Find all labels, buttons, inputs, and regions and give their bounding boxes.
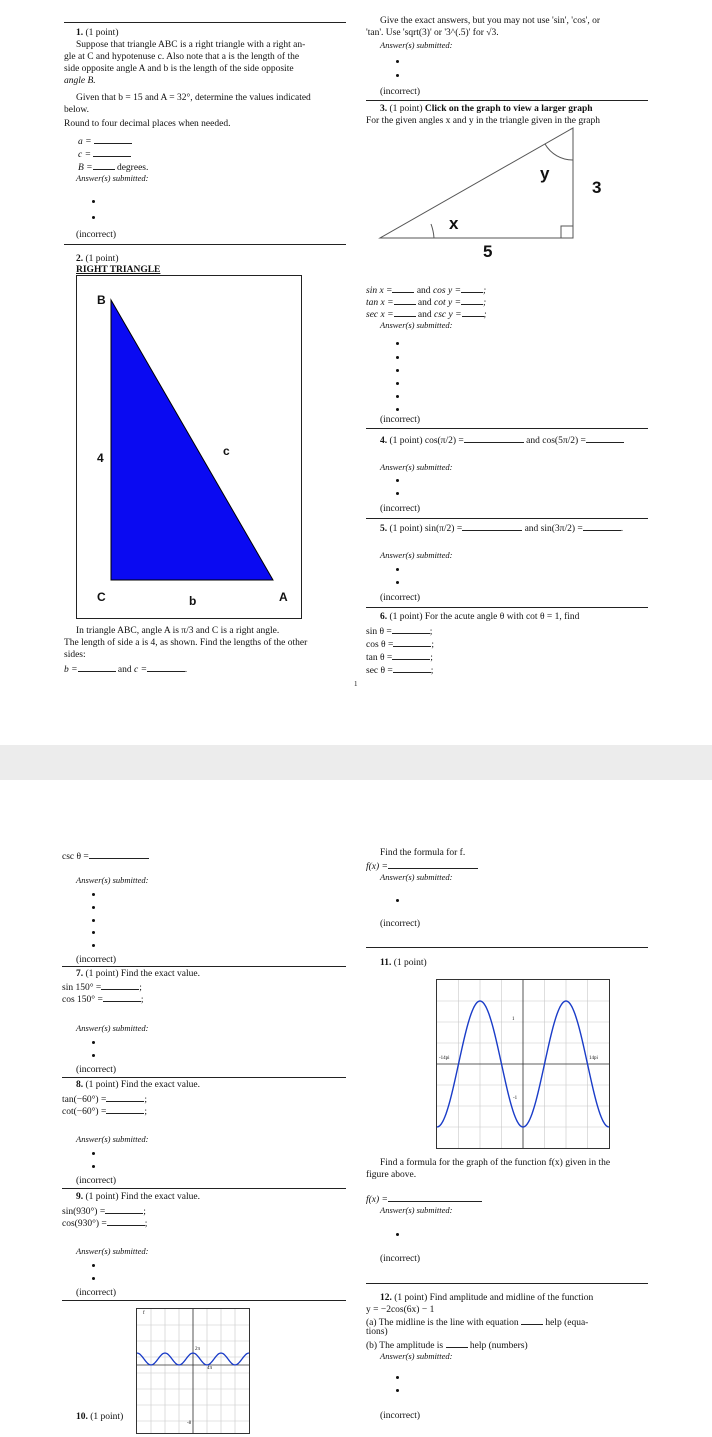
graph-axis-label: f bbox=[143, 1311, 145, 1316]
graph-tick-label: 14pi bbox=[589, 1056, 598, 1061]
status-incorrect: (incorrect) bbox=[76, 1176, 117, 1186]
vertex-label-A: A bbox=[279, 590, 288, 604]
q11-text: Find a formula for the graph of the function f(x) given in the bbox=[380, 1158, 611, 1168]
q10-formula-row: f(x) = bbox=[366, 860, 478, 873]
bullet bbox=[396, 408, 399, 411]
divider bbox=[62, 966, 346, 967]
q2-heading: RIGHT TRIANGLE bbox=[76, 265, 161, 275]
status-incorrect: (incorrect) bbox=[76, 955, 117, 965]
q2-text: The length of side a is 4, as shown. Find the lengths of the other bbox=[64, 638, 308, 648]
angle-label-x: x bbox=[449, 214, 459, 233]
divider bbox=[366, 428, 648, 429]
bullet bbox=[396, 1376, 399, 1379]
right-triangle-graphic bbox=[77, 276, 301, 618]
q1-given: Given that b = 15 and A = 32°, determine the values indicated bbox=[76, 93, 311, 103]
answer-blank[interactable] bbox=[106, 1093, 144, 1102]
answer-blank[interactable] bbox=[107, 1217, 145, 1226]
bullet bbox=[92, 1054, 95, 1057]
bullet bbox=[92, 216, 95, 219]
answer-blank[interactable] bbox=[394, 296, 416, 305]
q6-row: tan θ = ; bbox=[366, 653, 433, 663]
divider bbox=[366, 947, 648, 948]
answer-blank[interactable] bbox=[462, 308, 484, 317]
status-incorrect: (incorrect) bbox=[380, 504, 421, 514]
answers-submitted-label: Answer(s) submitted: bbox=[76, 1134, 149, 1144]
q1-B-row: B = degrees. bbox=[78, 163, 149, 173]
bullet bbox=[92, 1277, 95, 1280]
q11-header: 11. (1 point) bbox=[380, 958, 427, 968]
q1-text-line: side opposite angle A and b is the length of the side opposite bbox=[64, 64, 294, 74]
bullet bbox=[92, 1264, 95, 1267]
side-label-c: c bbox=[223, 444, 230, 458]
bullet bbox=[92, 893, 95, 896]
bullet bbox=[92, 919, 95, 922]
bullet bbox=[396, 492, 399, 495]
q2-header: 2. (1 point) bbox=[76, 254, 119, 264]
bullet bbox=[92, 906, 95, 909]
answer-blank[interactable] bbox=[461, 296, 483, 305]
answers-submitted-label: Answer(s) submitted: bbox=[380, 550, 453, 560]
status-incorrect: (incorrect) bbox=[380, 1411, 421, 1421]
divider bbox=[366, 518, 648, 519]
instructions-line: Give the exact answers, but you may not use 'sin', 'cos', or bbox=[380, 16, 601, 26]
q2-text: sides: bbox=[64, 650, 86, 660]
bullet bbox=[92, 200, 95, 203]
status-incorrect: (incorrect) bbox=[380, 1254, 421, 1264]
answers-submitted-label: Answer(s) submitted: bbox=[380, 40, 453, 50]
answer-blank[interactable] bbox=[461, 284, 483, 293]
q6-header: 6. (1 point) For the acute angle θ with cot θ = 1, find bbox=[380, 612, 580, 622]
q2-text: In triangle ABC, angle A is π/3 and C is a right angle. bbox=[76, 626, 280, 636]
bullet bbox=[396, 60, 399, 63]
graph-tick-label: -14pi bbox=[439, 1056, 450, 1061]
answer-blank[interactable] bbox=[392, 651, 430, 660]
answer-blank[interactable] bbox=[94, 135, 132, 144]
page-number: 1 bbox=[354, 680, 358, 688]
q12-header: 12. (1 point) Find amplitude and midline of the function bbox=[380, 1293, 594, 1303]
bullet bbox=[396, 74, 399, 77]
instructions-line: 'tan'. Use 'sqrt(3)' or '3^(.5)' for √3. bbox=[366, 28, 499, 38]
bullet bbox=[92, 944, 95, 947]
answer-blank[interactable] bbox=[93, 161, 115, 170]
bullet bbox=[92, 1165, 95, 1168]
q3-row: tan x = and cot y = ; bbox=[366, 298, 487, 308]
q5-row: 5. (1 point) sin(π/2) = and sin(3π/2) = . bbox=[380, 524, 624, 534]
answer-blank[interactable] bbox=[393, 664, 431, 673]
bullet bbox=[396, 1389, 399, 1392]
q2-answer-row: b = and c = . bbox=[64, 665, 188, 675]
q1-text-line: Suppose that triangle ABC is a right triangle with a right an- bbox=[76, 40, 306, 50]
q3-row: sin x = and cos y = ; bbox=[366, 286, 487, 296]
bullet bbox=[396, 395, 399, 398]
bullet bbox=[396, 479, 399, 482]
answer-blank[interactable] bbox=[393, 638, 431, 647]
q9-row: sin(930°) = ; bbox=[62, 1207, 146, 1217]
bullet bbox=[396, 356, 399, 359]
q11-text: figure above. bbox=[366, 1170, 417, 1180]
answer-blank[interactable] bbox=[521, 1316, 543, 1325]
angle-label-y: y bbox=[540, 164, 550, 183]
answer-blank[interactable] bbox=[446, 1339, 468, 1348]
bullet bbox=[92, 1041, 95, 1044]
answers-submitted-label: Answer(s) submitted: bbox=[380, 1351, 453, 1361]
help-equations-link-cont: tions) bbox=[366, 1327, 388, 1337]
answer-blank[interactable] bbox=[388, 860, 478, 869]
divider bbox=[366, 1283, 648, 1284]
bullet bbox=[396, 581, 399, 584]
q12-part-a: (a) The midline is the line with equation help (equa- bbox=[366, 1318, 589, 1328]
csc-row: csc θ = bbox=[62, 850, 149, 863]
q8-header: 8. (1 point) Find the exact value. bbox=[76, 1080, 200, 1090]
answer-blank[interactable] bbox=[93, 148, 131, 157]
bullet bbox=[396, 369, 399, 372]
q4-row: 4. (1 point) cos(π/2) = and cos(5π/2) = bbox=[380, 434, 624, 447]
bullet bbox=[396, 1233, 399, 1236]
q10-header: 10. (1 point) bbox=[76, 1412, 124, 1422]
q1-a-row: a = bbox=[78, 135, 132, 148]
vertex-label-C: C bbox=[97, 590, 106, 604]
q10-prompt: Find the formula for f. bbox=[380, 848, 466, 858]
answer-blank[interactable] bbox=[462, 522, 522, 531]
answer-blank[interactable] bbox=[586, 434, 624, 443]
q1-round: Round to four decimal places when needed. bbox=[64, 119, 231, 129]
status-incorrect: (incorrect) bbox=[380, 415, 421, 425]
bullet bbox=[396, 382, 399, 385]
q12-function: y = −2cos(6x) − 1 bbox=[366, 1305, 435, 1315]
side-label-b: b bbox=[189, 594, 197, 608]
q8-row: tan(−60°) = ; bbox=[62, 1095, 147, 1105]
answer-blank[interactable] bbox=[103, 993, 141, 1002]
answers-submitted-label: Answer(s) submitted: bbox=[380, 872, 453, 882]
answer-blank[interactable] bbox=[388, 1193, 482, 1202]
q6-row: sin θ = ; bbox=[366, 627, 433, 637]
answer-blank[interactable] bbox=[394, 308, 416, 317]
status-incorrect: (incorrect) bbox=[76, 1288, 117, 1298]
graph-tick-label: -8 bbox=[187, 1421, 192, 1426]
answer-blank[interactable] bbox=[392, 284, 414, 293]
q9-header: 9. (1 point) Find the exact value. bbox=[76, 1192, 200, 1202]
q1-header bbox=[76, 28, 118, 39]
divider bbox=[62, 1188, 346, 1189]
q3-triangle-graph[interactable] bbox=[376, 124, 616, 274]
answer-blank[interactable] bbox=[392, 625, 430, 634]
divider bbox=[62, 1077, 346, 1078]
answers-submitted-label: Answer(s) submitted: bbox=[380, 462, 453, 472]
bullet bbox=[92, 1152, 95, 1155]
divider bbox=[366, 607, 648, 608]
status-incorrect: (incorrect) bbox=[76, 1065, 117, 1075]
q1-c-row: c = bbox=[78, 148, 131, 161]
vertex-label-B: B bbox=[97, 293, 106, 307]
status-incorrect: (incorrect) bbox=[380, 87, 421, 97]
q2-triangle-figure bbox=[76, 275, 302, 619]
q1-number: 1. bbox=[76, 28, 84, 38]
divider bbox=[62, 1300, 346, 1301]
bullet bbox=[396, 899, 399, 902]
q1-text-line: gle at C and hypotenuse c. Also note that a is the length of the bbox=[64, 52, 300, 62]
q9-row: cos(930°) = ; bbox=[62, 1219, 148, 1229]
q1-text-line: angle B. bbox=[64, 76, 96, 86]
q7-row: cos 150° = ; bbox=[62, 995, 144, 1005]
answer-blank[interactable] bbox=[147, 663, 185, 672]
status-incorrect: (incorrect) bbox=[380, 919, 421, 929]
worksheet-page-2 bbox=[0, 780, 712, 1437]
q3-text: For the given angles x and y in the triangle given in the graph bbox=[366, 116, 601, 126]
answers-submitted-label: Answer(s) submitted: bbox=[76, 1023, 149, 1033]
graph-tick-label: -1 bbox=[513, 1096, 518, 1101]
graph-tick-label: 1 bbox=[512, 1017, 515, 1022]
divider bbox=[64, 22, 346, 23]
q11-graph[interactable] bbox=[436, 979, 610, 1149]
answer-blank[interactable] bbox=[583, 522, 621, 531]
answer-blank[interactable] bbox=[105, 1205, 143, 1214]
q1-points: (1 point) bbox=[85, 28, 119, 38]
q11-formula-row: f(x) = bbox=[366, 1193, 482, 1206]
answer-blank[interactable] bbox=[78, 663, 116, 672]
graph-tick-label: 2π bbox=[195, 1347, 201, 1352]
side-label-4: 4 bbox=[97, 451, 104, 465]
q3-row: sec x = and csc y = ; bbox=[366, 310, 487, 320]
answers-submitted-label: Answer(s) submitted: bbox=[76, 1246, 149, 1256]
help-equations-link[interactable]: help (equa- bbox=[545, 1318, 589, 1328]
status-incorrect: (incorrect) bbox=[76, 230, 117, 240]
graph-tick-label: 4π bbox=[207, 1366, 213, 1371]
q8-row: cot(−60°) = ; bbox=[62, 1107, 147, 1117]
divider bbox=[366, 100, 648, 101]
status-incorrect: (incorrect) bbox=[380, 593, 421, 603]
bullet bbox=[92, 931, 95, 934]
q1-given-end: below. bbox=[64, 105, 89, 115]
answer-blank[interactable] bbox=[101, 981, 139, 990]
bullet bbox=[396, 342, 399, 345]
side-label-3: 3 bbox=[592, 178, 602, 197]
q3-header: 3. (1 point) Click on the graph to view a larger graph bbox=[380, 104, 593, 114]
q10-graph[interactable] bbox=[136, 1308, 250, 1434]
bullet bbox=[396, 568, 399, 571]
answer-blank[interactable] bbox=[464, 434, 524, 443]
answers-submitted-label: Answer(s) submitted: bbox=[380, 1205, 453, 1215]
q6-row: cos θ = ; bbox=[366, 640, 434, 650]
q7-row: sin 150° = ; bbox=[62, 983, 142, 993]
divider bbox=[64, 244, 346, 245]
q6-row: sec θ = ; bbox=[366, 666, 434, 676]
answer-blank[interactable] bbox=[106, 1105, 144, 1114]
answers-submitted-label: Answer(s) submitted: bbox=[76, 173, 149, 183]
page-gap bbox=[0, 745, 712, 780]
enlarge-graph-link[interactable]: Click on the graph to view a larger graph bbox=[424, 104, 593, 114]
q7-header: 7. (1 point) Find the exact value. bbox=[76, 969, 200, 979]
answer-blank[interactable] bbox=[89, 850, 149, 859]
answers-submitted-label: Answer(s) submitted: bbox=[76, 875, 149, 885]
answers-submitted-label: Answer(s) submitted: bbox=[380, 320, 453, 330]
help-numbers-link[interactable]: help (numbers) bbox=[469, 1341, 528, 1351]
side-label-5: 5 bbox=[483, 242, 493, 261]
q12-part-b: (b) The amplitude is help (numbers) bbox=[366, 1341, 528, 1351]
